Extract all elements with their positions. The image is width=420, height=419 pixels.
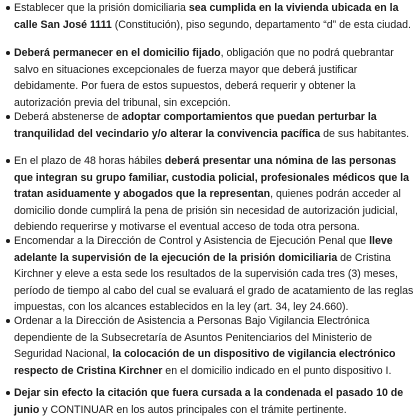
bullet-marker [6,6,10,10]
emphasis-run: Dejar sin efecto la citación que fuera cursada a la condenada el pasado 10 de junio [14,387,404,416]
emphasis-run: lleve adelante la supervisión de la ejecución de la prisión domiciliaria [14,235,393,264]
list-item-text [14,153,414,236]
bullet-marker [6,159,10,163]
emphasis-run: Deberá permanecer en el domicilio fijado [14,47,221,59]
list-item-text [14,233,414,316]
emphasis-run: la colocación de un dispositivo de vigilancia electrónico respecto de Cristina Kirchner [14,348,396,377]
text-run: Establecer que la prisión domiciliaria [14,2,189,14]
text-run: (Constitución), piso segundo, departamento “d” de esta ciudad. [111,18,411,31]
text-run: Deberá abstenerse de [14,111,122,123]
text-run: de sus habitantes. [320,127,410,140]
emphasis-run: sea cumplida en la vivienda ubicada en la calle San José 1111 [14,2,399,31]
list-item-text [14,45,414,111]
list-item-text [14,0,414,33]
text-run: Ordenar a la Dirección de Asistencia a Personas Bajo Vigilancia Electrónica dependiente de la Subsecretaría de Asuntos Penitenciarios del Ministerio de Seguridad Nacional, [14,315,373,360]
bullet-marker [6,239,10,243]
bullet-marker [6,319,10,323]
list-item-text [14,385,414,418]
bullet-marker [6,391,10,395]
text-run: En el plazo de 48 horas hábiles [14,155,165,167]
text-run: de Cristina Kirchner y eleve a esta sede los resultados de la supervisión cada tres (3) meses, período de tiempo al cabo del cual se evaluará el grado de acatamiento de las reglas impuestas, con los alcances establecidos en la ley (art. 34, ley 24.660). [14,251,414,313]
text-run: , quienes podrán acceder al domicilio donde cumplirá la pena de prisión sin necesidad de autorización judicial, debiendo requerirse y motivarse el eventual acceso de toda otra persona. [14,188,401,233]
text-run: en el domicilio indicado en el punto dispositivo I. [162,364,392,377]
emphasis-run: deberá presentar una nómina de las personas que integran su grupo familiar, custodia policial, profesionales médicos que la tratan asiduamente y abogados que la representan [14,155,409,200]
bullet-marker [6,51,10,55]
text-run: Encomendar a la Dirección de Control y Asistencia de Ejecución Penal que [14,235,370,247]
text-run: , obligación que no podrá quebrantar salvo en situaciones excepcionales de fuerza mayor que deberá justificar debidamente. Por fuera de estos supuestos, deberá requerir y obtener la autorización previa del tribunal, sin excepción. [14,47,394,109]
list-item-text [14,313,414,379]
bullet-marker [6,115,10,119]
emphasis-run: adoptar comportamientos que puedan perturbar la tranquilidad del vecindario y/o alterar la convivencia pacífica [14,111,377,140]
list-item-text [14,109,414,142]
text-run: y CONTINUAR en los autos principales con el trámite pertinente. [39,403,347,416]
